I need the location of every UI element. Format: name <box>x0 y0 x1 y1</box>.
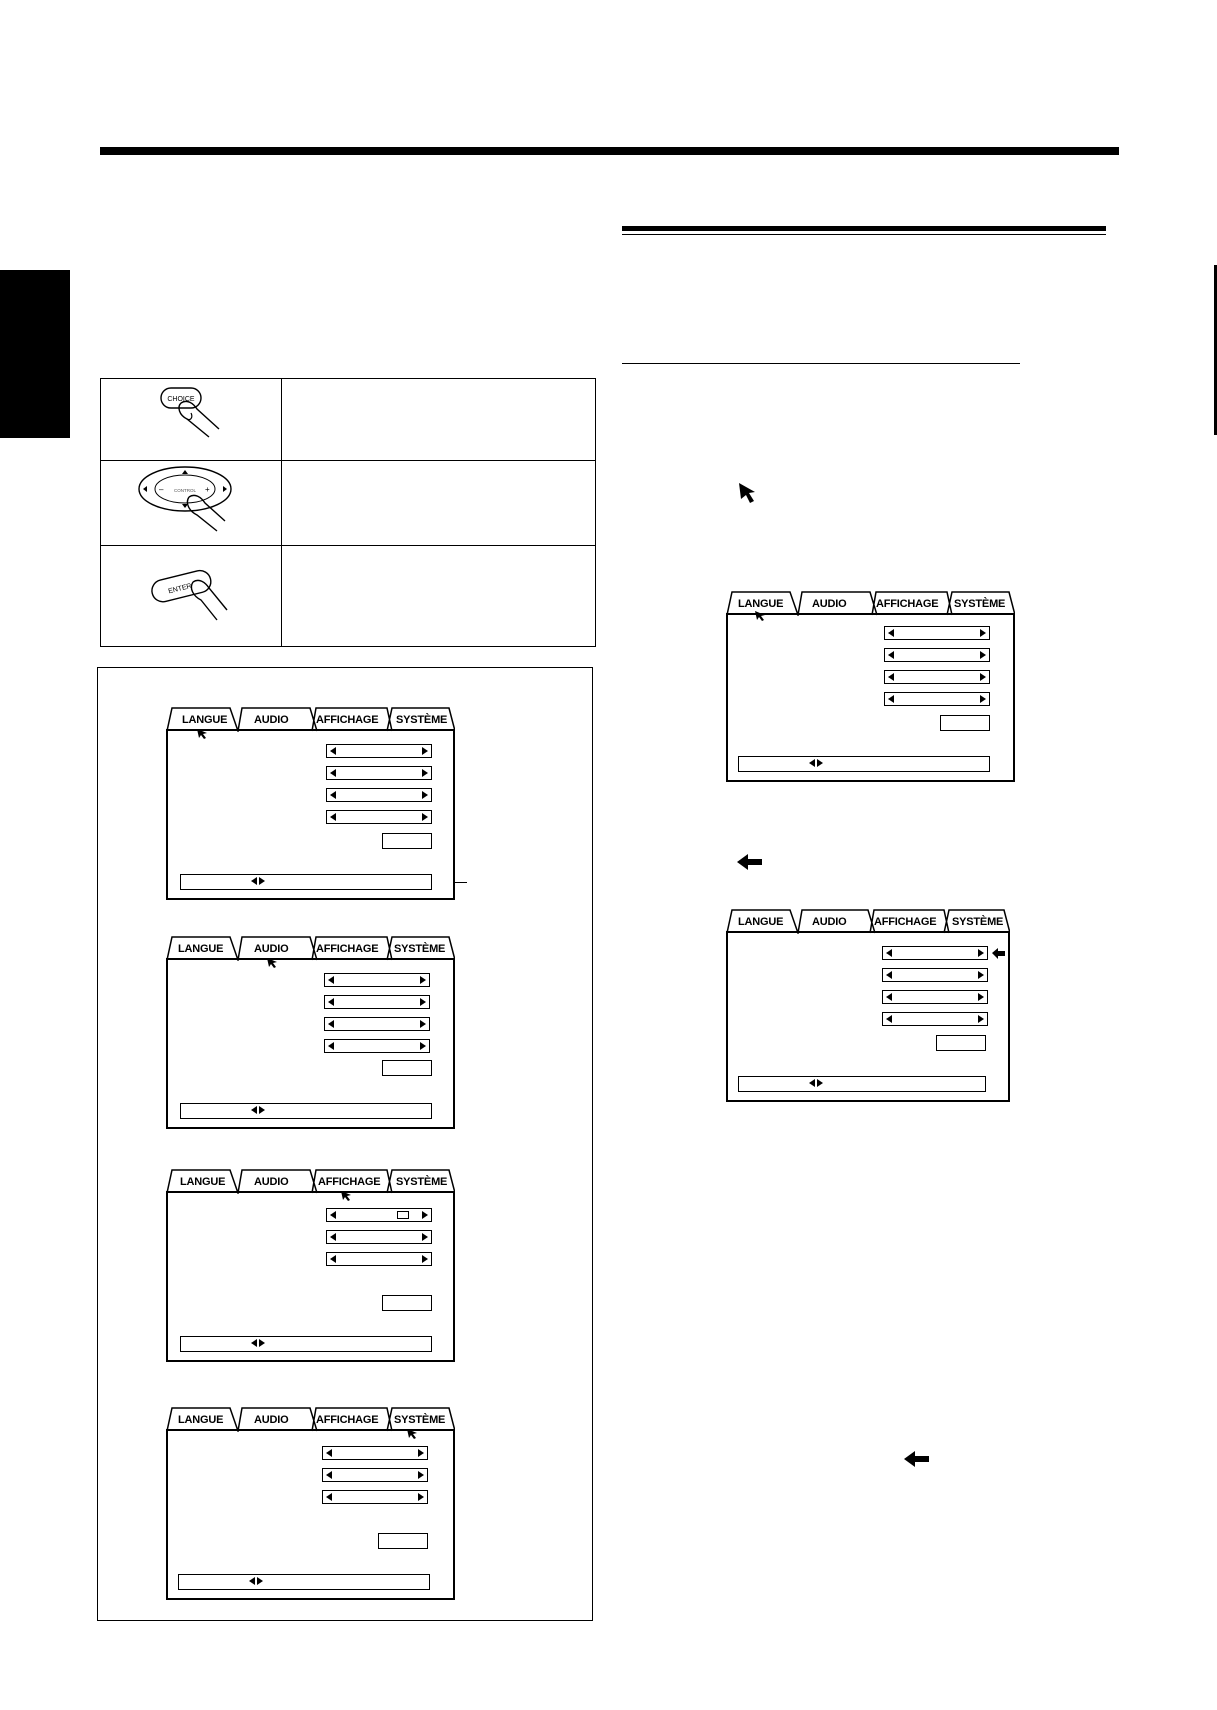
enter-key-cell <box>101 546 282 647</box>
setting-field[interactable] <box>882 968 988 982</box>
osd-menu-langue <box>166 706 455 900</box>
setting-field[interactable] <box>884 648 990 662</box>
arrow-cursor-icon <box>737 482 757 504</box>
osd-menu-affichage <box>166 1168 455 1362</box>
help-bar <box>738 756 990 772</box>
setting-field[interactable] <box>882 1012 988 1026</box>
ok-box[interactable] <box>936 1035 986 1051</box>
osd-menu-langue-selected <box>726 908 1010 1102</box>
osd-tab-strip <box>166 706 455 731</box>
control-minus-label: – <box>159 485 164 494</box>
aspect-ratio-icon <box>397 1211 409 1219</box>
tab-langue[interactable]: LANGUE <box>178 1414 224 1426</box>
left-pointing-arrow-icon <box>736 852 764 872</box>
left-pointing-arrow-icon <box>903 1449 931 1469</box>
tab-audio[interactable]: AUDIO <box>254 943 289 955</box>
tab-systeme[interactable]: SYSTÈME <box>394 1414 446 1426</box>
osd-tab-strip <box>166 1168 455 1193</box>
section-rule <box>622 226 1106 231</box>
tab-langue[interactable]: LANGUE <box>182 714 228 726</box>
choice-button-label: CHOICE <box>167 396 195 403</box>
choice-button-icon <box>101 379 281 455</box>
control-key-cell <box>101 461 282 546</box>
help-bar <box>180 1103 432 1119</box>
control-key-description <box>282 461 596 546</box>
setting-field[interactable] <box>326 1208 432 1222</box>
tab-langue[interactable]: LANGUE <box>178 943 224 955</box>
tab-audio[interactable]: AUDIO <box>254 1414 289 1426</box>
setting-field[interactable] <box>326 1252 432 1266</box>
tab-audio[interactable]: AUDIO <box>254 1176 289 1188</box>
osd-menu-systeme <box>166 1406 455 1600</box>
setting-field[interactable] <box>322 1468 428 1482</box>
tab-affichage[interactable]: AFFICHAGE <box>874 916 937 928</box>
enter-button-label: ENTER <box>167 582 193 596</box>
setting-field[interactable] <box>326 1230 432 1244</box>
setting-field[interactable] <box>326 810 432 824</box>
selection-arrow-icon <box>992 948 1006 959</box>
menu-cursor-icon <box>340 1190 352 1202</box>
setting-field[interactable] <box>322 1446 428 1460</box>
tab-systeme[interactable]: SYSTÈME <box>396 1176 448 1188</box>
setting-field[interactable] <box>884 626 990 640</box>
tab-systeme[interactable]: SYSTÈME <box>394 943 446 955</box>
tab-audio[interactable]: AUDIO <box>254 714 289 726</box>
tab-affichage[interactable]: AFFICHAGE <box>316 943 379 955</box>
menu-cursor-icon <box>406 1428 418 1440</box>
osd-menu-langue-right <box>726 590 1015 782</box>
ok-box[interactable] <box>940 715 990 731</box>
setting-field[interactable] <box>322 1490 428 1504</box>
tab-langue[interactable]: LANGUE <box>738 598 784 610</box>
tab-systeme[interactable]: SYSTÈME <box>952 916 1004 928</box>
setting-field[interactable] <box>324 1039 430 1053</box>
tab-langue[interactable]: LANGUE <box>738 916 784 928</box>
setting-field[interactable] <box>324 995 430 1009</box>
setting-field[interactable] <box>884 692 990 706</box>
osd-tab-strip <box>726 908 1010 933</box>
control-plus-label: + <box>205 485 210 494</box>
enter-key-description <box>282 546 596 647</box>
setting-field[interactable] <box>326 788 432 802</box>
tab-affichage[interactable]: AFFICHAGE <box>318 1176 381 1188</box>
tab-affichage[interactable]: AFFICHAGE <box>876 598 939 610</box>
tab-affichage[interactable]: AFFICHAGE <box>316 1414 379 1426</box>
menu-cursor-icon <box>754 610 766 622</box>
ok-box[interactable] <box>378 1533 428 1549</box>
tab-systeme[interactable]: SYSTÈME <box>396 714 448 726</box>
setting-field-selected[interactable] <box>882 946 988 960</box>
tab-audio[interactable]: AUDIO <box>812 598 847 610</box>
tab-affichage[interactable]: AFFICHAGE <box>316 714 379 726</box>
osd-tab-strip <box>166 935 455 960</box>
ok-box[interactable] <box>382 833 432 849</box>
help-bar <box>178 1574 430 1590</box>
section-rule-thin <box>622 234 1106 235</box>
tab-langue[interactable]: LANGUE <box>180 1176 226 1188</box>
help-bar <box>738 1076 986 1092</box>
tab-audio[interactable]: AUDIO <box>812 916 847 928</box>
setting-field[interactable] <box>882 990 988 1004</box>
tab-systeme[interactable]: SYSTÈME <box>954 598 1006 610</box>
remote-key-table <box>100 378 596 647</box>
enter-button-icon <box>101 546 281 641</box>
language-side-tab <box>0 270 70 438</box>
setting-field[interactable] <box>326 744 432 758</box>
control-ring-icon <box>101 461 281 540</box>
help-bar <box>180 874 432 890</box>
setting-field[interactable] <box>324 1017 430 1031</box>
osd-tab-strip <box>726 590 1015 615</box>
menu-cursor-icon <box>266 957 278 969</box>
subsection-rule <box>622 363 1020 364</box>
ok-box[interactable] <box>382 1060 432 1076</box>
setting-field[interactable] <box>324 973 430 987</box>
setting-field[interactable] <box>326 766 432 780</box>
osd-menu-audio <box>166 935 455 1129</box>
ok-box[interactable] <box>382 1295 432 1311</box>
setting-field[interactable] <box>884 670 990 684</box>
choice-key-description <box>282 379 596 461</box>
help-bar <box>180 1336 432 1352</box>
top-rule <box>100 147 1119 155</box>
control-label: CONTROL <box>173 488 197 493</box>
menu-cursor-icon <box>196 728 208 740</box>
choice-key-cell <box>101 379 282 461</box>
